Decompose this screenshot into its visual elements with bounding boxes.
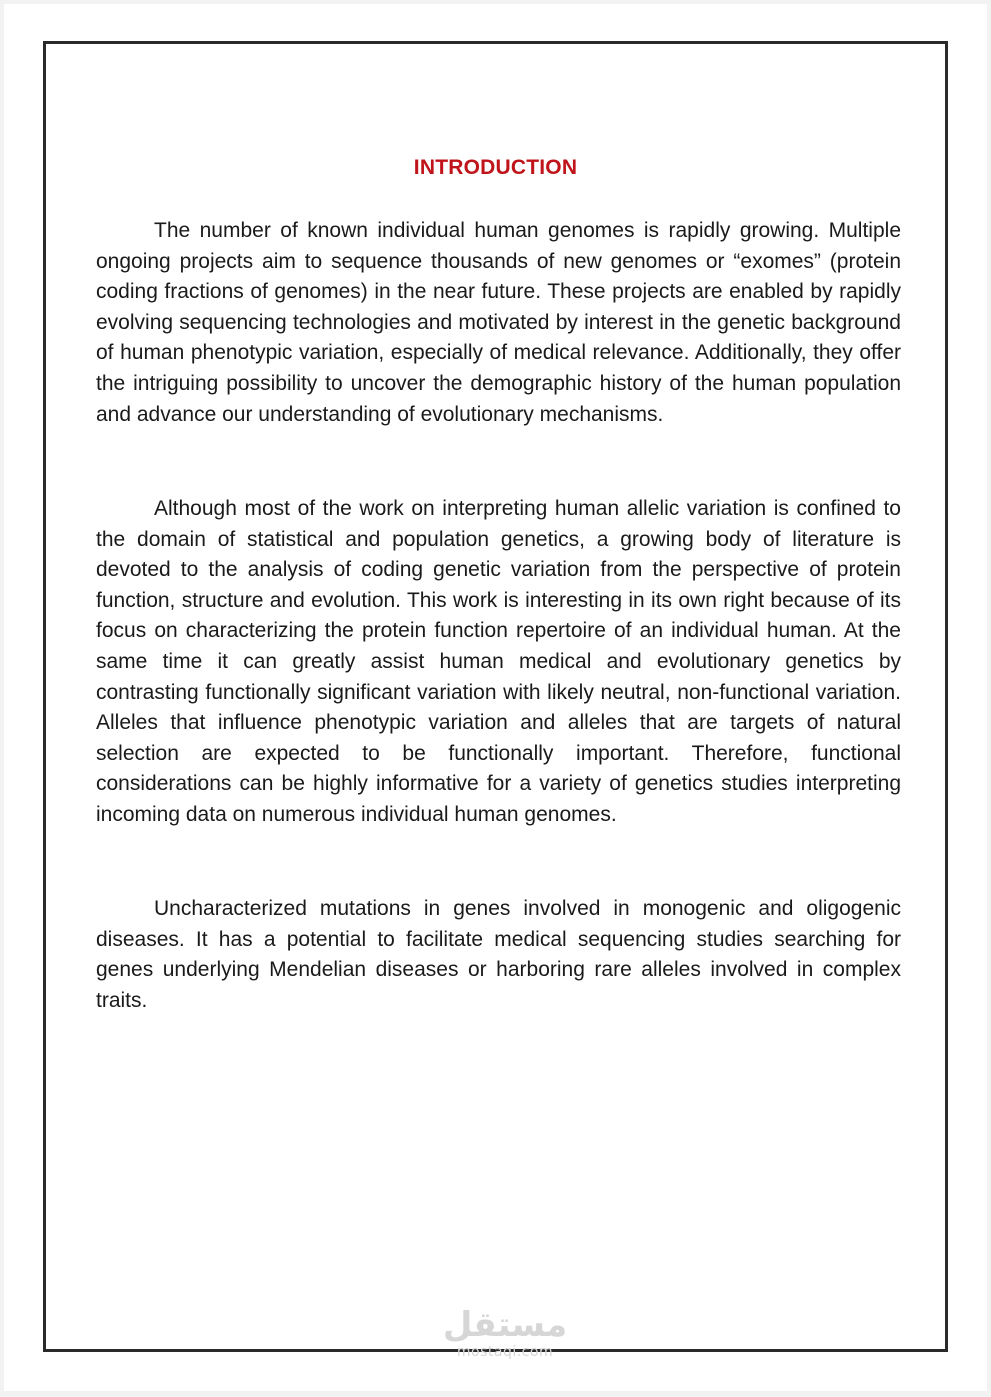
watermark-url-text: mostaqi.com <box>456 1344 554 1360</box>
paragraph-1: The number of known individual human genomes is rapidly growing. Multiple ongoing projects aim to sequence thousands of new genomes or “exomes” (protein coding fractions of genomes) in the near future. These projects are enabled by rapidly evolving sequencing technologies and motivated by interest in the genetic background of human phenotypic variation, especially of medical relevance. Additionally, they offer the intriguing possibility to uncover the demographic history of the human population and advance our understanding of evolutionary mechanisms. <box>96 219 901 426</box>
paragraph-3: Uncharacterized mutations in genes involved in monogenic and oligogenic diseases. It has a potential to facilitate medical sequencing studies searching for genes underlying Mendelian diseases or harboring rare alleles involved in complex traits. <box>96 897 901 1012</box>
section-heading: INTRODUCTION <box>413 156 578 179</box>
watermark-logo <box>430 1306 580 1360</box>
page-border-frame <box>43 41 948 1360</box>
document-page <box>4 4 987 1391</box>
paragraph-2: Although most of the work on interpreting human allelic variation is confined to the domain of statistical and population genetics, a growing body of literature is devoted to the analysis of coding genetic variation from the perspective of protein function, structure and evolution. This work is interesting in its own right because of its focus on characterizing the protein function repertoire of an individual human. At the same time it can greatly assist human medical and evolutionary genetics by contrasting functionally significant variation with likely neutral, non-functional variation. Alleles that influence phenotypic variation and alleles that are targets of natural selection are expected to be functionally important. Therefore, functional considerations can be highly informative for a variety of genetics studies interpreting incoming data on numerous individual human genomes. <box>96 497 901 826</box>
watermark-arabic-text: مستقل <box>442 1305 568 1345</box>
